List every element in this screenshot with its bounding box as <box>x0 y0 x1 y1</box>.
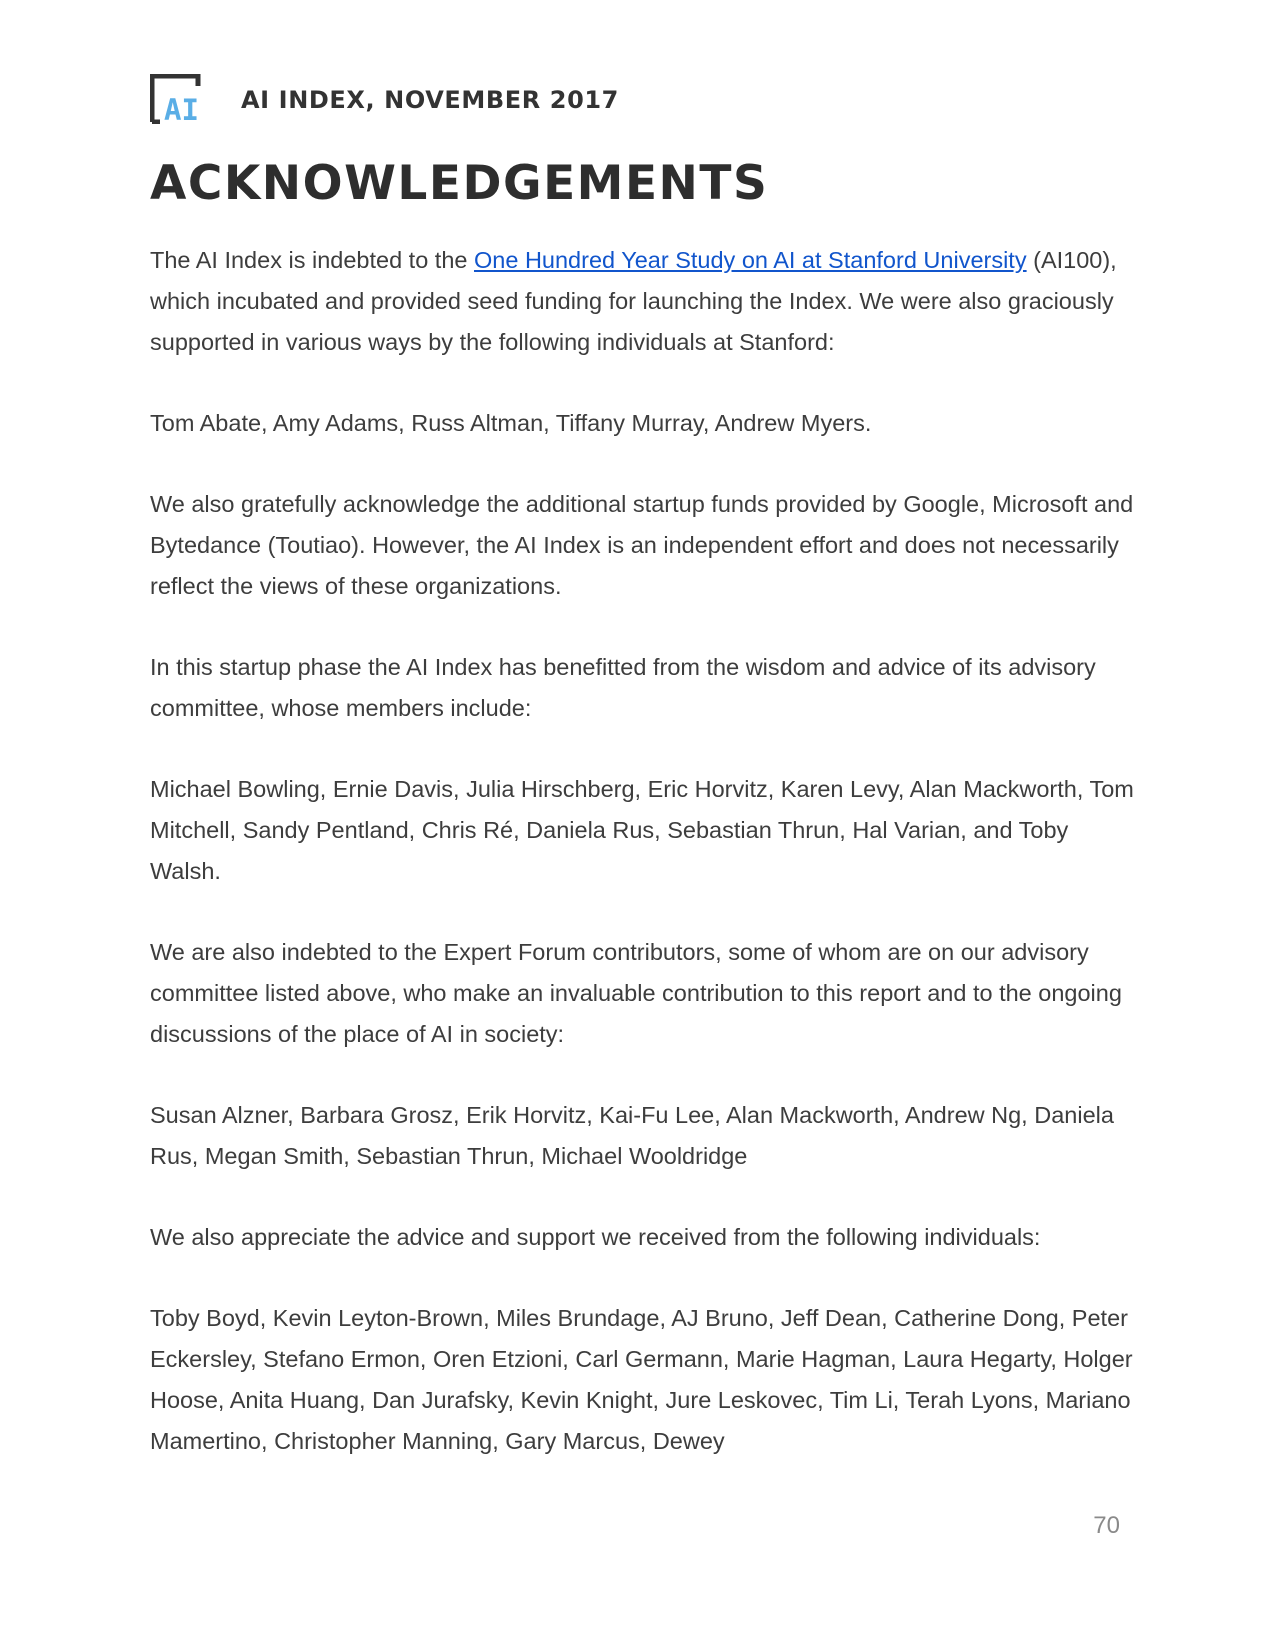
advisory-intro: In this startup phase the AI Index has benefitted from the wisdom and advice of its advisory committee, whose members include: <box>150 654 1096 721</box>
report-title: AI INDEX, NOVEMBER 2017 <box>241 86 619 114</box>
expert-forum-names: Susan Alzner, Barbara Grosz, Erik Horvitz, Kai-Fu Lee, Alan Mackworth, Andrew Ng, Daniela Rus, Megan Smith, Sebastian Thrun, Michael Wooldridge <box>150 1102 1114 1169</box>
logo-letters: AI <box>164 93 199 124</box>
advice-intro: We also appreciate the advice and support we received from the following individuals: <box>150 1224 1041 1250</box>
ai-index-logo <box>150 74 206 124</box>
expert-forum-intro: We are also indebted to the Expert Forum contributors, some of whom are on our advisory committee listed above, who make an invaluable contribution to this report and to the ongoing discussions of the place of AI in society: <box>150 939 1122 1047</box>
acknowledgements-body <box>150 240 1135 1502</box>
stanford-names: Tom Abate, Amy Adams, Russ Altman, Tiffany Murray, Andrew Myers. <box>150 410 872 436</box>
advice-names: Toby Boyd, Kevin Leyton-Brown, Miles Brundage, AJ Bruno, Jeff Dean, Catherine Dong, Peter Eckersley, Stefano Ermon, Oren Etzioni, Carl Germann, Marie Hagman, Laura Hegarty, Holger Hoose, Anita Huang, Dan Jurafsky, Kevin Knight, Jure Leskovec, Tim Li, Terah Lyons, Mariano Mamertino, Christopher Manning, Gary Marcus, Dewey <box>150 1305 1133 1454</box>
intro-paragraph <box>150 240 1135 363</box>
page-title: ACKNOWLEDGEMENTS <box>150 156 769 211</box>
ai100-link[interactable]: One Hundred Year Study on AI at Stanford University <box>474 247 1027 273</box>
funders-paragraph: We also gratefully acknowledge the additional startup funds provided by Google, Microsoft and Bytedance (Toutiao). However, the AI Index is an independent effort and does not necessarily reflect the views of these organizations. <box>150 491 1134 599</box>
intro-text-start: The AI Index is indebted to the <box>150 247 474 273</box>
intro-text-end: (AI100), which incubated and provided seed funding for launching the Index. We were also graciously supported in various ways by the following individuals at Stanford: <box>150 247 1117 355</box>
page-number: 70 <box>1093 1512 1120 1539</box>
page-header <box>150 74 619 124</box>
advisory-names: Michael Bowling, Ernie Davis, Julia Hirschberg, Eric Horvitz, Karen Levy, Alan Mackworth, Tom Mitchell, Sandy Pentland, Chris Ré, Daniela Rus, Sebastian Thrun, Hal Varian, and Toby Walsh. <box>150 776 1134 884</box>
